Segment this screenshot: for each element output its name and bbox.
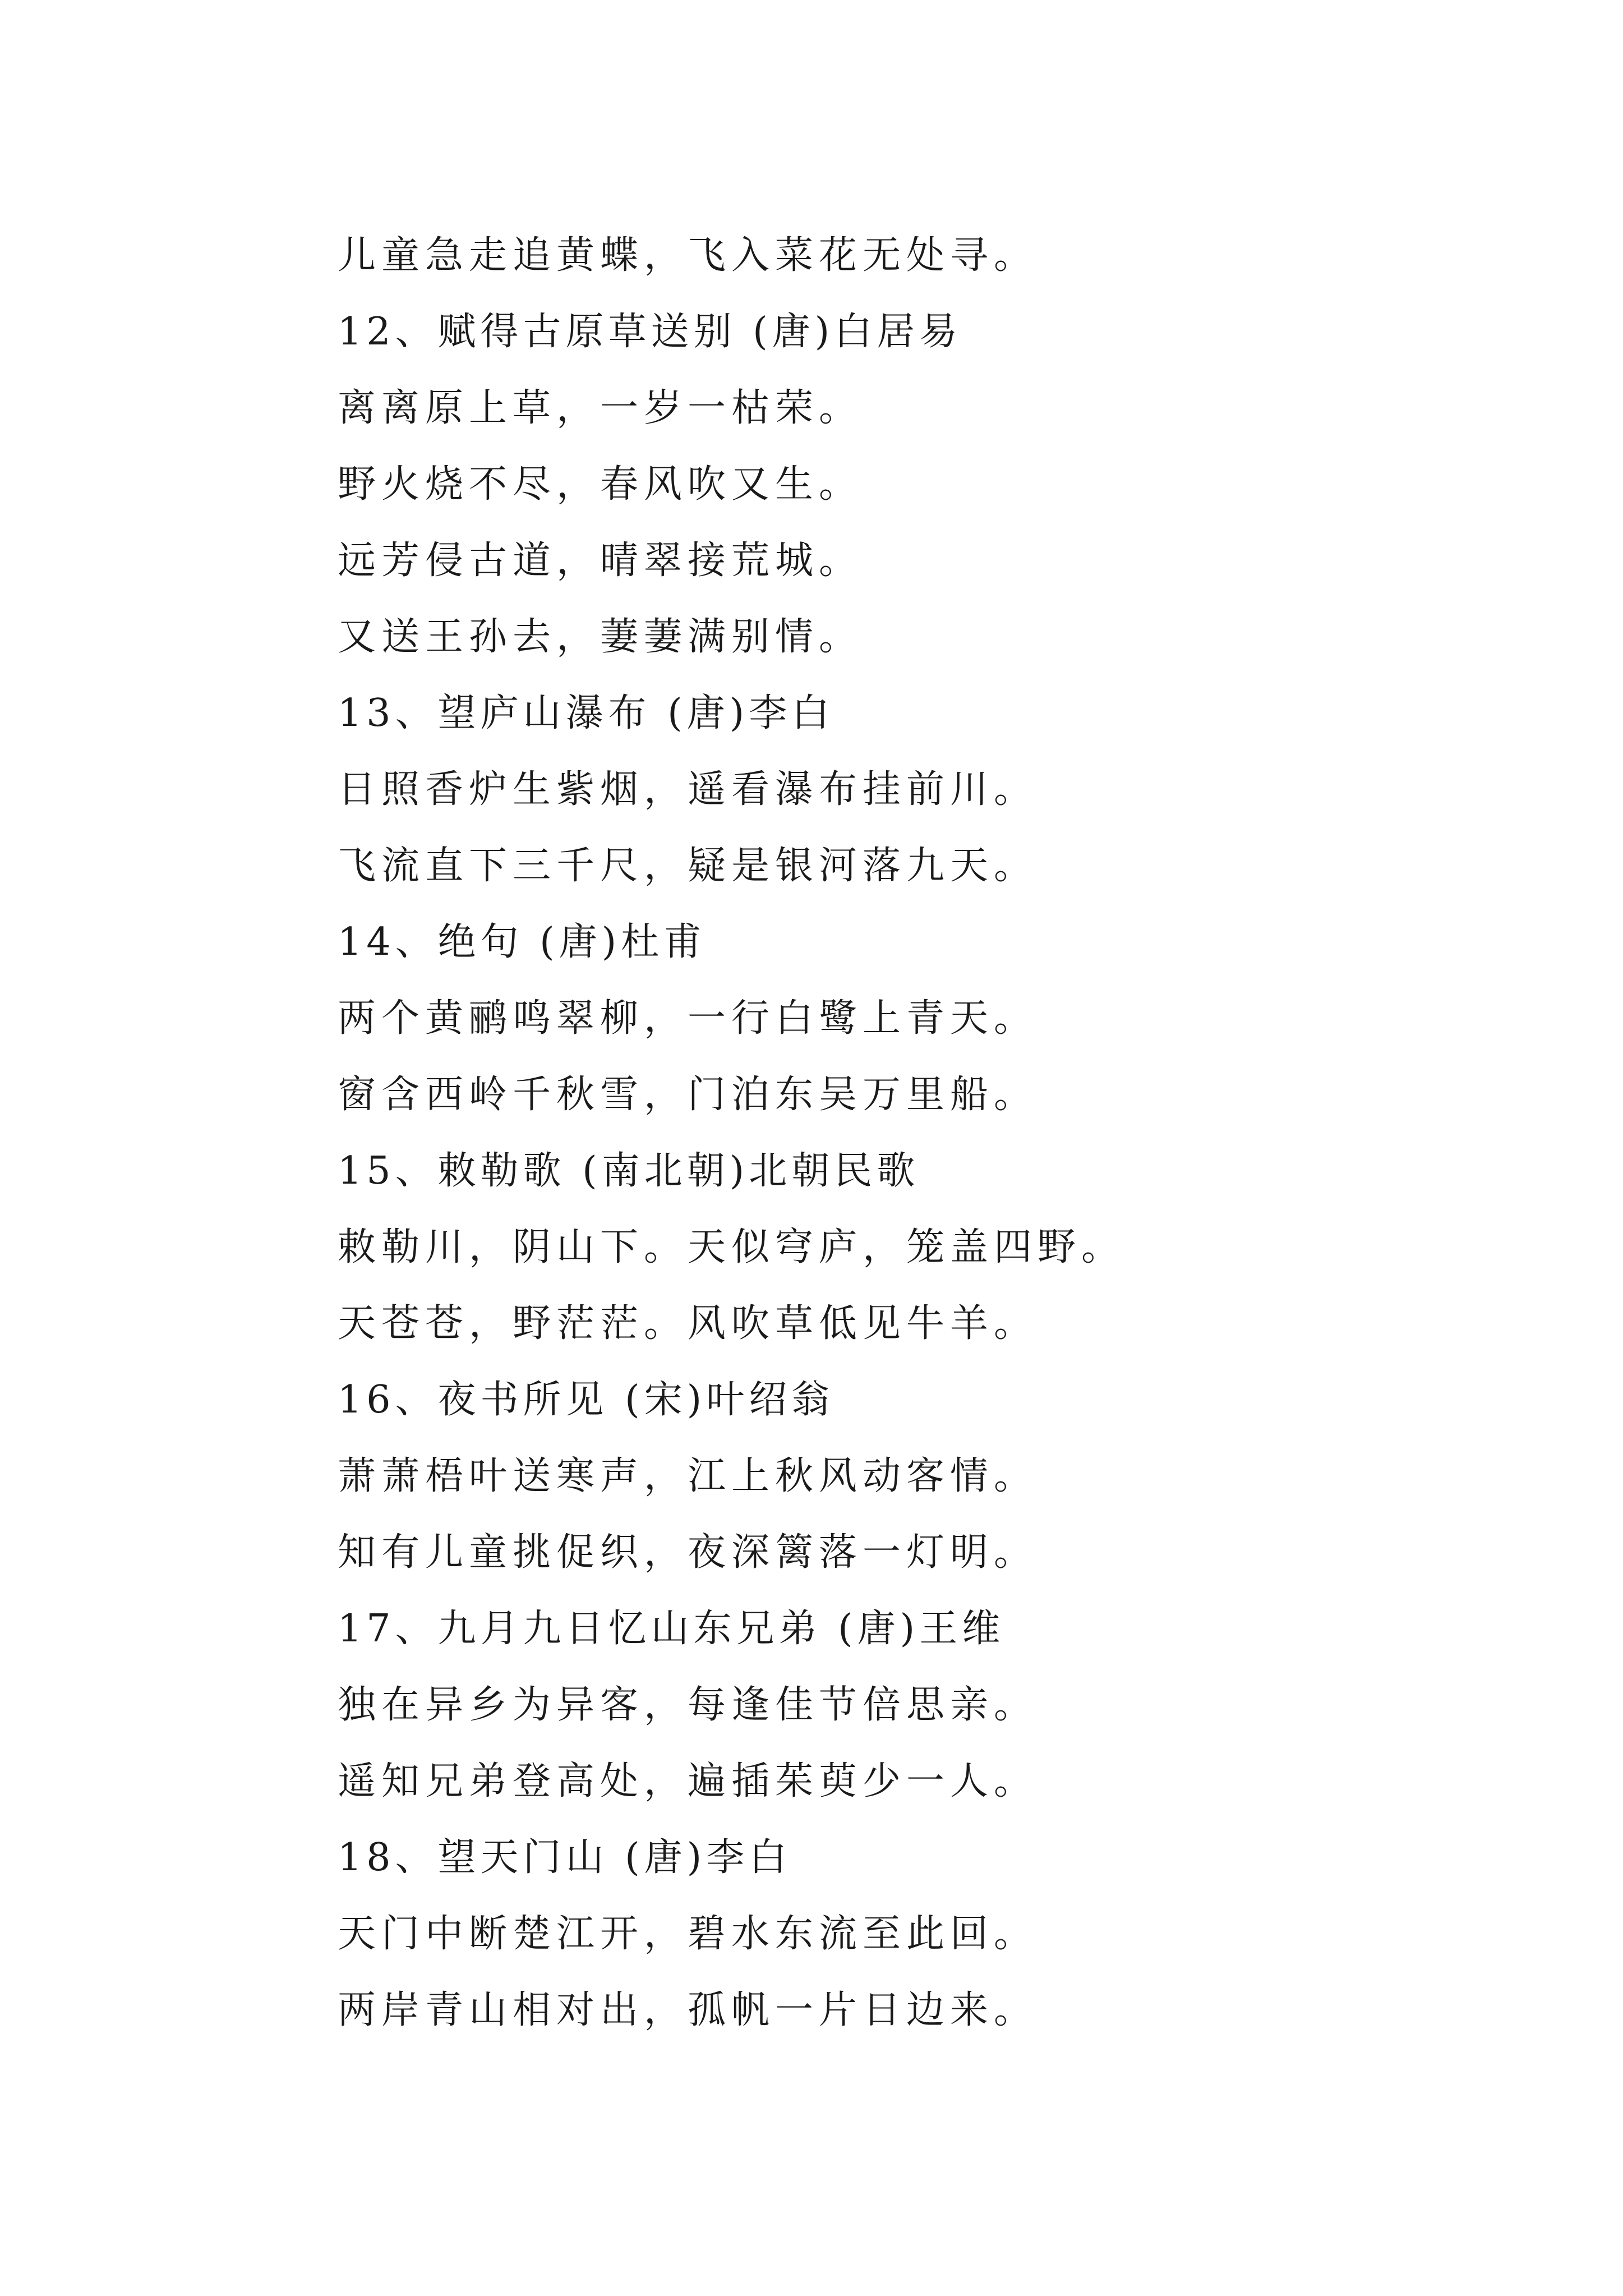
verse-line: 窗含西岭千秋雪，门泊东吴万里船。 [338, 1073, 1038, 1117]
poem-list [338, 218, 1515, 2049]
verse-line: 萧萧梧叶送寒声，江上秋风动客情。 [338, 1454, 1038, 1498]
verse-line: 天苍苍，野茫茫。风吹草低见牛羊。 [338, 1301, 1038, 1346]
verse-line: 离离原上草，一岁一枯荣。 [338, 386, 863, 430]
verse-line: 遥知兄弟登高处，遍插茱萸少一人。 [338, 1759, 1038, 1803]
verse-line: 日照香炉生紫烟，遥看瀑布挂前川。 [338, 767, 1038, 812]
verse-line: 又送王孙去，萋萋满别情。 [338, 615, 863, 659]
verse-line: 独在异乡为异客，每逢佳节倍思亲。 [338, 1683, 1038, 1727]
verse-line: 两岸青山相对出，孤帆一片日边来。 [338, 1988, 1038, 2032]
poem-title: 14、绝句 (唐)杜甫 [338, 920, 707, 964]
verse-line: 儿童急走追黄蝶，飞入菜花无处寻。 [338, 233, 1038, 278]
verse-line: 天门中断楚江开，碧水东流至此回。 [338, 1912, 1038, 1956]
poem-title: 13、望庐山瀑布 (唐)李白 [338, 691, 834, 735]
poem-title: 17、九月九日忆山东兄弟 (唐)王维 [338, 1607, 1005, 1651]
verse-line: 知有儿童挑促织，夜深篱落一灯明。 [338, 1530, 1038, 1575]
poem-title: 15、敕勒歌 (南北朝)北朝民歌 [338, 1149, 920, 1193]
verse-line: 野火烧不尽，春风吹又生。 [338, 462, 863, 507]
verse-line: 两个黄鹂鸣翠柳，一行白鹭上青天。 [338, 996, 1038, 1041]
verse-line: 远芳侵古道，晴翠接荒城。 [338, 539, 863, 583]
poem-title: 18、望天门山 (唐)李白 [338, 1835, 792, 1880]
poem-title: 16、夜书所见 (宋)叶绍翁 [338, 1378, 834, 1422]
verse-line: 飞流直下三千尺，疑是银河落九天。 [338, 844, 1038, 888]
verse-line: 敕勒川，阴山下。天似穹庐，笼盖四野。 [338, 1225, 1126, 1269]
poem-title: 12、赋得古原草送别 (唐)白居易 [338, 310, 962, 354]
